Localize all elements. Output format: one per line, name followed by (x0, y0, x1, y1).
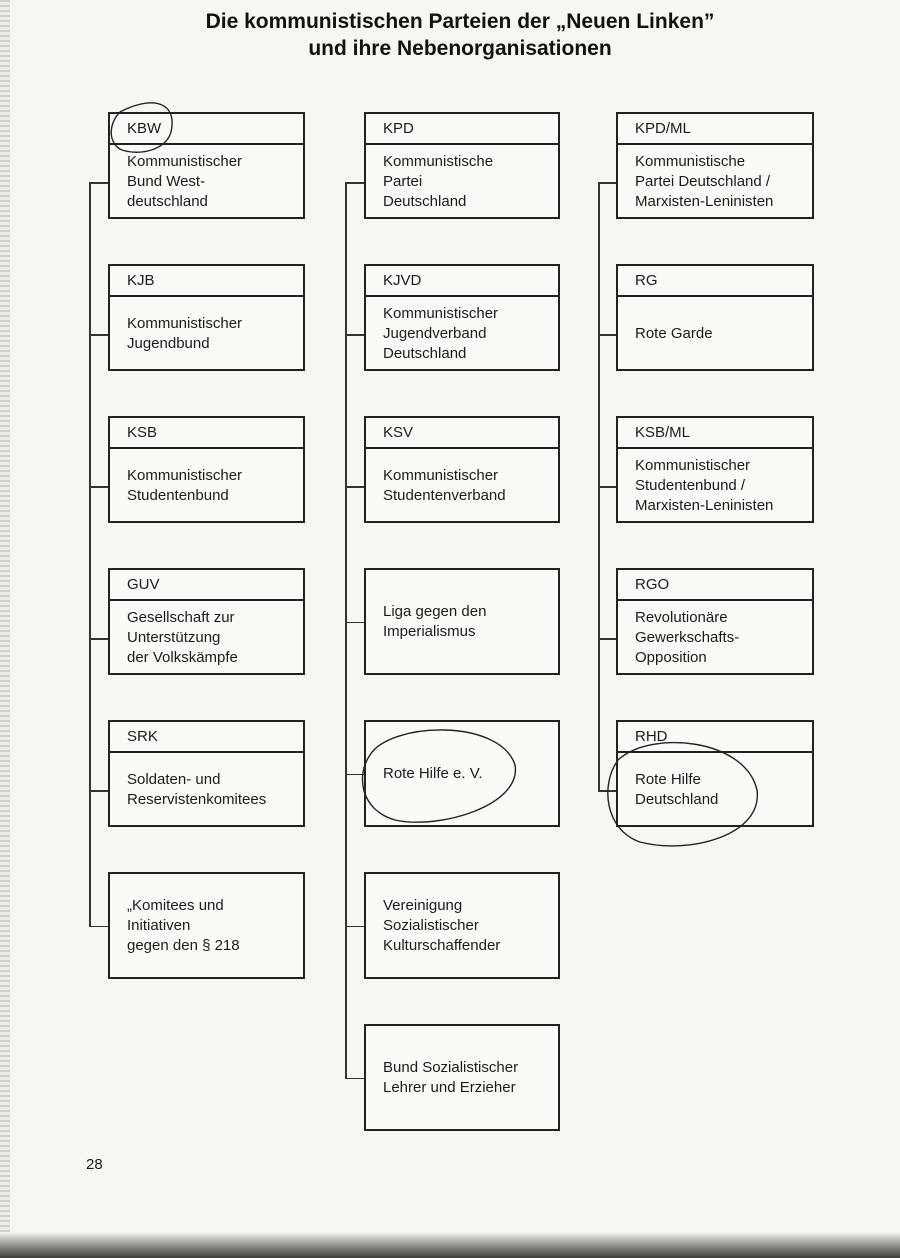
page-edge-bottom (0, 1232, 900, 1258)
connector-tick (89, 334, 108, 336)
connector-tick (345, 486, 364, 488)
sub-org-box (108, 264, 305, 371)
org-name: Kommunistischer Studentenbund / Marxisten-Leninisten (635, 457, 774, 514)
sub-org-box (616, 720, 814, 827)
connector-tick (89, 486, 108, 488)
sub-org-box (364, 568, 560, 675)
org-name: „Komitees und Initiativen gegen den § 218 (127, 896, 240, 954)
org-name: Kommunistischer Jugendverband Deutschland (383, 305, 499, 362)
sub-org-box (364, 1024, 560, 1131)
org-abbreviation: RHD (618, 722, 812, 753)
org-name: Bund Sozialistischer Lehrer und Erzieher (383, 1058, 519, 1096)
org-name: Kommunistischer Jugendbund (127, 315, 243, 352)
connector-tick (89, 182, 108, 184)
sub-org-box (364, 720, 560, 827)
page-title-line-2: und ihre Nebenorganisationen (308, 37, 612, 60)
page-title (0, 8, 900, 62)
connector-tick (598, 638, 616, 640)
connector-tick (345, 622, 364, 624)
org-name: Kommunistischer Bund West- deutschland (127, 153, 243, 210)
connector-tick (345, 182, 364, 184)
org-name: Rote Garde (635, 325, 713, 342)
org-abbreviation: SRK (110, 722, 303, 753)
connector-spine (345, 182, 347, 1078)
org-name: Rote Hilfe e. V. (383, 764, 483, 782)
connector-tick (345, 926, 364, 928)
connector-tick (598, 790, 616, 792)
org-name: Gesellschaft zur Unterstützung der Volkskämpfe (127, 609, 238, 666)
org-name: Liga gegen den Imperialismus (383, 602, 487, 640)
org-name: Soldaten- und Reservistenkomitees (127, 771, 267, 808)
org-abbreviation: KPD/ML (618, 114, 812, 145)
sub-org-box (108, 416, 305, 523)
org-abbreviation: KJVD (366, 266, 558, 297)
connector-tick (598, 334, 616, 336)
org-abbreviation: KPD (366, 114, 558, 145)
org-name: Vereinigung Sozialistischer Kulturschaffender (383, 896, 501, 954)
sub-org-box (364, 872, 560, 979)
parent-org-box (108, 112, 305, 219)
org-name: Revolutionäre Gewerkschafts- Opposition (635, 609, 740, 666)
sub-org-box (364, 264, 560, 371)
sub-org-box (108, 720, 305, 827)
sub-org-box (108, 568, 305, 675)
org-abbreviation: KBW (110, 114, 303, 145)
connector-tick (345, 1078, 364, 1080)
connector-tick (89, 926, 108, 928)
org-name: Kommunistischer Studentenbund (127, 467, 243, 504)
org-abbreviation: RGO (618, 570, 812, 601)
org-abbreviation: GUV (110, 570, 303, 601)
org-abbreviation: RG (618, 266, 812, 297)
page-edge-left (0, 0, 10, 1258)
org-abbreviation: KSB (110, 418, 303, 449)
page-title-line-1: Die kommunistischen Parteien der „Neuen Linken” (205, 10, 715, 33)
sub-org-box (616, 416, 814, 523)
connector-tick (598, 182, 616, 184)
connector-spine (89, 182, 91, 926)
sub-org-box (364, 416, 560, 523)
sub-org-box (616, 264, 814, 371)
org-name: Rote Hilfe Deutschland (635, 771, 719, 808)
connector-tick (89, 638, 108, 640)
parent-org-box (616, 112, 814, 219)
org-abbreviation: KJB (110, 266, 303, 297)
parent-org-box (364, 112, 560, 219)
sub-org-box (108, 872, 305, 979)
connector-tick (345, 334, 364, 336)
page-number: 28 (86, 1156, 103, 1173)
org-name: Kommunistischer Studentenverband (383, 467, 506, 504)
sub-org-box (616, 568, 814, 675)
org-name: Kommunistische Partei Deutschland / Marxisten-Leninisten (635, 153, 774, 210)
connector-tick (345, 774, 364, 776)
connector-tick (89, 790, 108, 792)
org-abbreviation: KSB/ML (618, 418, 812, 449)
org-abbreviation: KSV (366, 418, 558, 449)
connector-tick (598, 486, 616, 488)
org-name: Kommunistische Partei Deutschland (383, 153, 494, 210)
